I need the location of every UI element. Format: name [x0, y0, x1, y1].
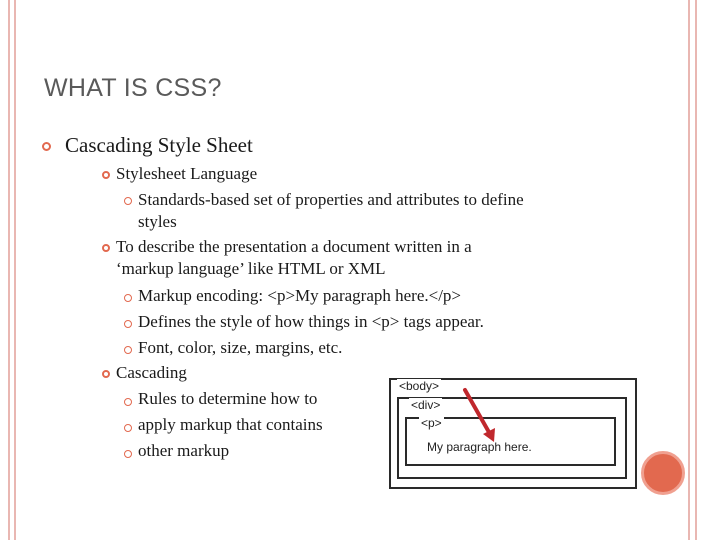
bullet-4-text: To describe the presentation a document written in a: [116, 237, 472, 256]
bullet-3-text: Standards-based set of properties and attributes to define: [138, 190, 524, 209]
bullet-11-text: other markup: [138, 441, 230, 460]
paragraph-text-label: My paragraph here.: [427, 440, 532, 454]
bullet-3-continuation: styles: [138, 212, 177, 231]
left-border-line: [8, 0, 10, 540]
bullet-6-text: Defines the style of how things in <p> tags appear.: [138, 312, 484, 331]
right-border-line-outer: [695, 0, 697, 540]
bullet-5-text: Markup encoding: <p>My paragraph here.</p>: [138, 286, 462, 305]
bullet-6-marker: [124, 320, 132, 328]
bullet-2-text: Stylesheet Language: [116, 164, 258, 183]
bullet-4-marker: [102, 244, 110, 252]
bullet-4-continuation: ‘markup language’ like HTML or XML: [116, 259, 386, 278]
bullet-10-text: apply markup that contains: [138, 415, 323, 434]
bullet-5-marker: [124, 294, 132, 302]
nesting-diagram: [389, 378, 637, 489]
bullet-7-marker: [124, 346, 132, 354]
cascade-arrow: [389, 378, 637, 489]
decorative-circle: [641, 451, 685, 495]
bullet-11-marker: [124, 450, 132, 458]
bullet-3-marker: [124, 197, 132, 205]
bullet-8-marker: [102, 370, 110, 378]
slide-title: WHAT IS CSS?: [44, 74, 222, 102]
bullet-9-marker: [124, 398, 132, 406]
div-tag-label: <div>: [411, 398, 441, 412]
bullet-2-marker: [102, 171, 110, 179]
bullet-1-text: Cascading Style Sheet: [65, 133, 253, 157]
bullet-1-marker: [42, 142, 51, 151]
bullet-7-text: Font, color, size, margins, etc.: [138, 338, 343, 357]
bullet-10-marker: [124, 424, 132, 432]
p-tag-label: <p>: [421, 416, 442, 430]
bullet-8-text: Cascading: [116, 363, 187, 382]
body-tag-label: <body>: [399, 379, 440, 393]
right-border-line: [688, 0, 690, 540]
bullet-9-text: Rules to determine how to: [138, 389, 318, 408]
left-border-line-inner: [14, 0, 16, 540]
